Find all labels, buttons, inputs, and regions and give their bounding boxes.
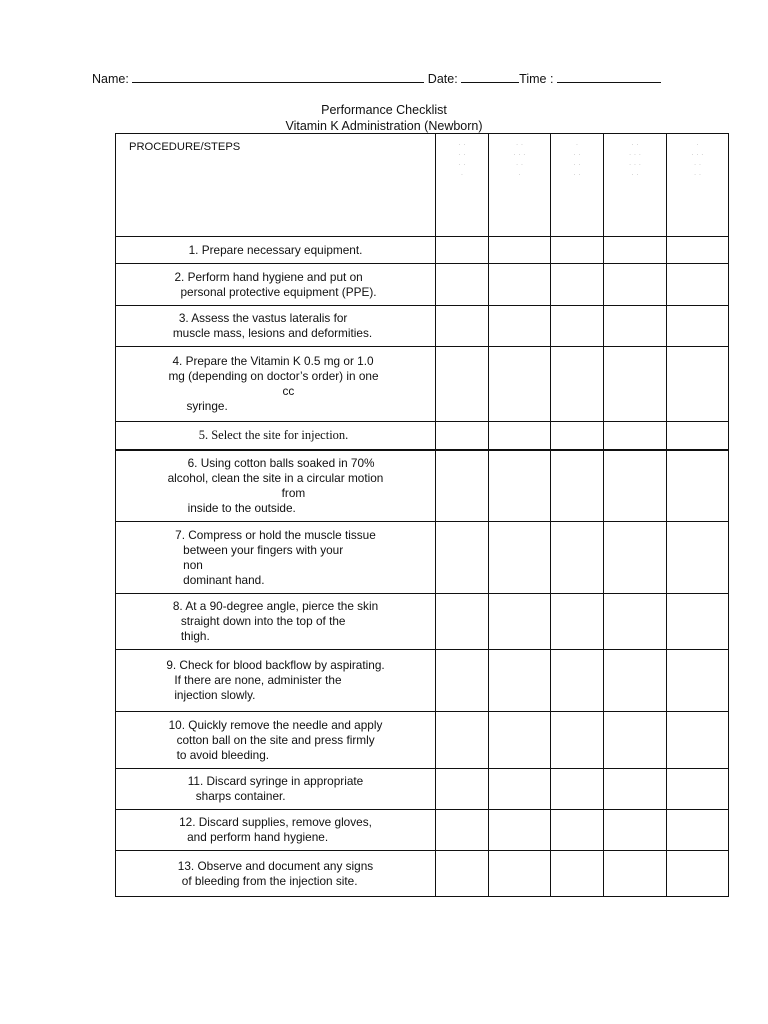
- table-row: [116, 347, 729, 422]
- step-line: and perform hand hygiene.: [187, 830, 329, 844]
- rating-checkbox-cell[interactable]: [489, 810, 551, 851]
- step-text: [166, 658, 384, 703]
- checklist-body: [116, 134, 729, 897]
- step-cell: [116, 769, 436, 810]
- step-line: 4. Prepare the Vitamin K 0.5 mg or 1.0: [172, 354, 374, 368]
- step-text: [168, 456, 384, 516]
- rating-checkbox-cell[interactable]: [436, 264, 489, 306]
- rating-checkbox-cell[interactable]: [667, 769, 729, 810]
- step-line: 10. Quickly remove the needle and apply: [168, 717, 383, 732]
- table-row: [116, 810, 729, 851]
- rating-checkbox-cell[interactable]: [551, 306, 604, 347]
- step-line: syringe.: [186, 399, 228, 413]
- table-row: [116, 594, 729, 650]
- step-text: [175, 528, 376, 588]
- step-line: 8. At a 90-degree angle, pierce the skin: [172, 599, 379, 613]
- step-text: [178, 859, 373, 889]
- rating-checkbox-cell[interactable]: [436, 650, 489, 712]
- step-text: [179, 815, 372, 845]
- rating-checkbox-cell[interactable]: [604, 594, 667, 650]
- rating-checkbox-cell[interactable]: [604, 522, 667, 594]
- step-cell: [116, 810, 436, 851]
- rating-checkbox-cell[interactable]: [604, 347, 667, 422]
- rating-checkbox-cell[interactable]: [489, 851, 551, 897]
- table-row: [116, 650, 729, 712]
- step-text: [174, 270, 376, 300]
- step-line: dominant hand.: [183, 572, 265, 587]
- rating-column-header: · · · · · · · · · ·: [604, 134, 667, 237]
- procedure-steps-header: PROCEDURE/STEPS: [116, 134, 436, 237]
- time-label: Time :: [519, 72, 554, 86]
- rating-checkbox-cell[interactable]: [667, 522, 729, 594]
- rating-checkbox-cell[interactable]: [551, 712, 604, 769]
- checklist-table: [115, 133, 729, 897]
- name-label: Name:: [92, 72, 129, 86]
- step-cell: [116, 594, 436, 650]
- rating-column-header: · · · · · · ·: [436, 134, 489, 237]
- rating-checkbox-cell[interactable]: [667, 237, 729, 264]
- step-cell: [116, 522, 436, 594]
- table-row: [116, 522, 729, 594]
- step-text: [173, 599, 378, 644]
- rating-checkbox-cell[interactable]: [436, 522, 489, 594]
- table-row: [116, 450, 729, 522]
- rating-checkbox-cell[interactable]: [551, 650, 604, 712]
- rating-checkbox-cell[interactable]: [551, 450, 604, 522]
- step-line: sharps container.: [195, 789, 286, 803]
- rating-checkbox-cell[interactable]: [436, 851, 489, 897]
- rating-checkbox-cell[interactable]: [436, 594, 489, 650]
- date-label: Date:: [427, 72, 458, 86]
- rating-checkbox-cell[interactable]: [436, 712, 489, 769]
- rating-checkbox-cell[interactable]: [604, 851, 667, 897]
- rating-checkbox-cell[interactable]: [604, 650, 667, 712]
- rating-checkbox-cell[interactable]: [436, 810, 489, 851]
- rating-checkbox-cell[interactable]: [551, 851, 604, 897]
- rating-checkbox-cell[interactable]: [604, 712, 667, 769]
- step-line: personal protective equipment (PPE).: [180, 284, 377, 299]
- rating-checkbox-cell[interactable]: [551, 422, 604, 450]
- step-cell: [116, 264, 436, 306]
- header-line: [92, 70, 661, 86]
- date-field[interactable]: [461, 70, 519, 83]
- rating-checkbox-cell[interactable]: [489, 650, 551, 712]
- name-field[interactable]: [132, 70, 424, 83]
- table-row: [116, 422, 729, 450]
- step-cell: [116, 237, 436, 264]
- rating-checkbox-cell[interactable]: [667, 264, 729, 306]
- step-line: 7. Compress or hold the muscle tissue: [175, 527, 376, 542]
- step-text: [189, 243, 363, 258]
- step-line: If there are none, administer the: [174, 673, 342, 687]
- step-cell: [116, 851, 436, 897]
- step-text: [198, 427, 349, 443]
- rating-checkbox-cell[interactable]: [667, 810, 729, 851]
- step-cell: [116, 650, 436, 712]
- rating-checkbox-cell[interactable]: [489, 450, 551, 522]
- rating-checkbox-cell[interactable]: [667, 650, 729, 712]
- table-header-row: [116, 134, 729, 237]
- step-line: 6. Using cotton balls soaked in 70%: [187, 455, 375, 470]
- step-cell: [116, 450, 436, 522]
- table-row: [116, 712, 729, 769]
- rating-checkbox-cell[interactable]: [436, 450, 489, 522]
- rating-checkbox-cell[interactable]: [667, 422, 729, 450]
- rating-checkbox-cell[interactable]: [436, 769, 489, 810]
- rating-checkbox-cell[interactable]: [667, 712, 729, 769]
- rating-checkbox-cell[interactable]: [551, 237, 604, 264]
- rating-checkbox-cell[interactable]: [551, 594, 604, 650]
- step-text: [169, 718, 383, 763]
- rating-checkbox-cell[interactable]: [489, 264, 551, 306]
- table-row: [116, 306, 729, 347]
- step-line: inside to the outside.: [187, 500, 296, 515]
- rating-checkbox-cell[interactable]: [667, 851, 729, 897]
- rating-checkbox-cell[interactable]: [551, 522, 604, 594]
- rating-checkbox-cell[interactable]: [551, 769, 604, 810]
- step-line: 12. Discard supplies, remove gloves,: [179, 815, 372, 829]
- rating-column-header: · · · · · · · ·: [489, 134, 551, 237]
- time-field[interactable]: [557, 70, 661, 83]
- step-line: from: [281, 485, 306, 500]
- step-text: [168, 354, 379, 414]
- rating-checkbox-cell[interactable]: [667, 347, 729, 422]
- step-line: 5. Select the site for injection.: [198, 427, 349, 442]
- step-line: thigh.: [180, 629, 210, 643]
- rating-checkbox-cell[interactable]: [489, 712, 551, 769]
- rating-checkbox-cell[interactable]: [436, 422, 489, 450]
- rating-checkbox-cell[interactable]: [551, 810, 604, 851]
- rating-checkbox-cell[interactable]: [489, 422, 551, 450]
- rating-checkbox-cell[interactable]: [604, 237, 667, 264]
- rating-checkbox-cell[interactable]: [489, 594, 551, 650]
- rating-checkbox-cell[interactable]: [489, 522, 551, 594]
- step-line: 3. Assess the vastus lateralis for: [178, 311, 348, 325]
- step-text: [188, 774, 364, 804]
- rating-checkbox-cell[interactable]: [667, 594, 729, 650]
- step-line: mg (depending on doctor’s order) in one: [168, 369, 379, 383]
- rating-checkbox-cell[interactable]: [551, 264, 604, 306]
- rating-checkbox-cell[interactable]: [604, 769, 667, 810]
- step-cell: [116, 422, 436, 450]
- rating-checkbox-cell[interactable]: [604, 306, 667, 347]
- step-line: 2. Perform hand hygiene and put on: [174, 269, 363, 284]
- table-row: [116, 237, 729, 264]
- step-line: 9. Check for blood backflow by aspirating.: [166, 658, 385, 672]
- rating-column-header: · · · · · · ·: [551, 134, 604, 237]
- table-row: [116, 264, 729, 306]
- rating-checkbox-cell[interactable]: [489, 769, 551, 810]
- rating-checkbox-cell[interactable]: [489, 347, 551, 422]
- rating-checkbox-cell[interactable]: [667, 450, 729, 522]
- step-line: of bleeding from the injection site.: [181, 873, 358, 888]
- rating-checkbox-cell[interactable]: [436, 306, 489, 347]
- step-line: cotton ball on the site and press firmly: [176, 732, 375, 747]
- step-line: alcohol, clean the site in a circular motion: [167, 470, 384, 485]
- step-cell: [116, 712, 436, 769]
- checklist-title: Performance Checklist: [321, 103, 447, 117]
- rating-checkbox-cell[interactable]: [604, 264, 667, 306]
- rating-checkbox-cell[interactable]: [604, 422, 667, 450]
- step-cell: [116, 306, 436, 347]
- rating-checkbox-cell[interactable]: [551, 347, 604, 422]
- step-line: non: [183, 557, 203, 572]
- step-cell: [116, 347, 436, 422]
- table-row: [116, 769, 729, 810]
- rating-checkbox-cell[interactable]: [604, 450, 667, 522]
- table-row: [116, 851, 729, 897]
- step-text: [172, 311, 373, 341]
- step-line: 13. Observe and document any signs: [177, 858, 374, 873]
- rating-checkbox-cell[interactable]: [489, 306, 551, 347]
- step-line: cc: [282, 384, 295, 398]
- step-line: to avoid bleeding.: [176, 747, 270, 762]
- rating-checkbox-cell[interactable]: [436, 347, 489, 422]
- step-line: between your fingers with your: [183, 542, 344, 557]
- checklist-subtitle: Vitamin K Administration (Newborn): [285, 119, 483, 133]
- step-line: 1. Prepare necessary equipment.: [188, 242, 363, 257]
- rating-column-header: · · · · · · · ·: [667, 134, 729, 237]
- rating-checkbox-cell[interactable]: [489, 237, 551, 264]
- rating-checkbox-cell[interactable]: [436, 237, 489, 264]
- rating-checkbox-cell[interactable]: [604, 810, 667, 851]
- rating-checkbox-cell[interactable]: [667, 306, 729, 347]
- step-line: injection slowly.: [174, 688, 256, 702]
- step-line: straight down into the top of the: [180, 614, 346, 628]
- step-line: muscle mass, lesions and deformities.: [172, 326, 373, 340]
- step-line: 11. Discard syringe in appropriate: [187, 774, 364, 788]
